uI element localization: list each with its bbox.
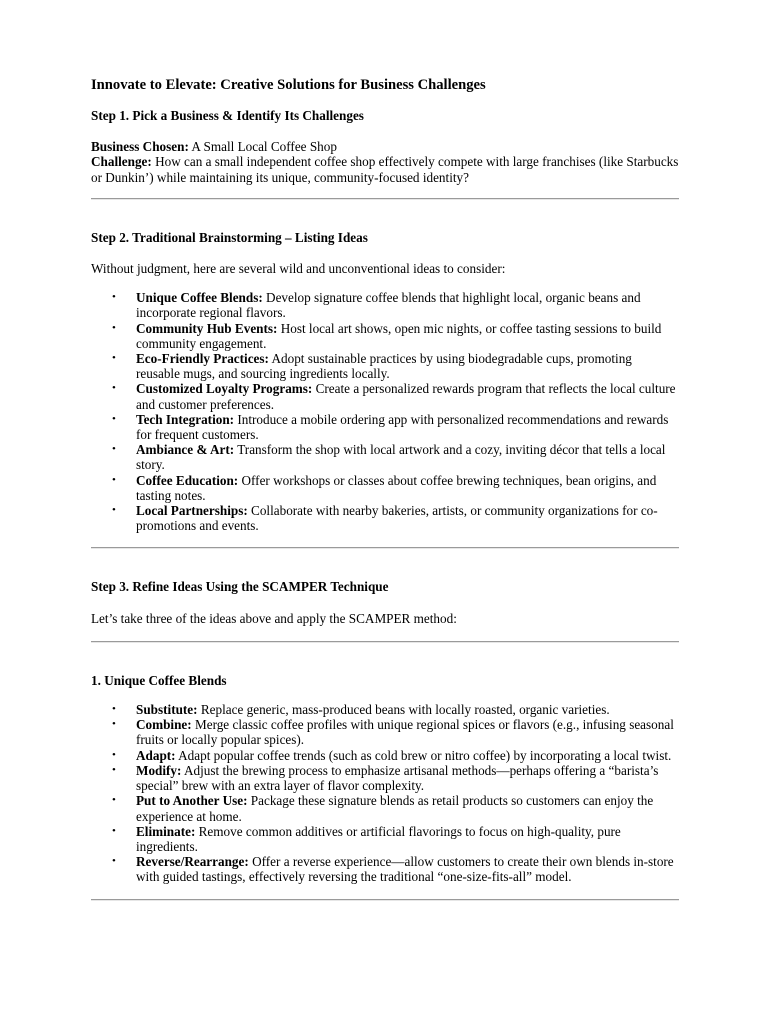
bullet-icon: • — [112, 504, 116, 517]
bullet-icon: • — [112, 291, 116, 304]
list-item-label: Tech Integration: — [136, 411, 235, 427]
list-item-text: Create a personalized rewards program that reflects the local culture and customer preferences. — [136, 381, 676, 412]
bullet-icon: • — [112, 718, 116, 731]
list-item — [91, 702, 679, 717]
step3-intro: Let’s take three of the ideas above and apply the SCAMPER method: — [91, 610, 457, 626]
bullet-icon: • — [112, 703, 116, 716]
list-item-text: Introduce a mobile ordering app with personalized recommendations and rewards for frequent customers. — [136, 411, 669, 443]
list-item-text: Offer workshops or classes about coffee brewing techniques, bean origins, and tasting notes. — [136, 472, 657, 503]
bullet-icon: • — [112, 855, 116, 868]
list-item-label: Unique Coffee Blends: — [136, 290, 263, 306]
business-chosen-value: A Small Local Coffee Shop — [188, 139, 337, 155]
list-item — [91, 717, 679, 747]
list-item — [91, 793, 679, 823]
brainstorm-list — [91, 290, 679, 533]
list-item — [91, 854, 679, 884]
list-item-text: Develop signature coffee blends that highlight local, organic beans and incorporate regional flavors. — [136, 290, 641, 321]
list-item-text: Replace generic, mass-produced beans with locally roasted, organic varieties. — [197, 702, 610, 718]
step2-intro: Without judgment, here are several wild and unconventional ideas to consider: — [91, 261, 506, 277]
bullet-icon: • — [112, 794, 116, 807]
business-info — [91, 139, 679, 185]
list-item — [91, 763, 679, 793]
step1-heading: Step 1. Pick a Business & Identify Its Challenges — [91, 108, 364, 123]
list-item-text: Adapt popular coffee trends (such as cold brew or nitro coffee) by incorporating a local twist. — [175, 747, 672, 763]
list-item-label: Customized Loyalty Programs: — [136, 381, 313, 397]
list-item-text: Collaborate with nearby bakeries, artists, or community organizations for co-promotions and events. — [136, 503, 658, 534]
list-item — [91, 351, 679, 381]
list-item-label: Reverse/Rearrange: — [136, 854, 249, 870]
step2-heading: Step 2. Traditional Brainstorming – Listing Ideas — [91, 229, 368, 245]
list-item — [91, 442, 679, 472]
list-item-label: Eco-Friendly Practices: — [136, 351, 269, 367]
list-item-text: Adopt sustainable practices by using biodegradable cups, promoting reusable mugs, and sourcing ingredients locally. — [136, 351, 632, 382]
list-item — [91, 290, 679, 320]
bullet-icon: • — [112, 321, 116, 334]
list-item-text: Merge classic coffee profiles with unique regional spices or flavors (e.g., infusing seasonal fruits or locally popular spices). — [136, 717, 674, 748]
list-item-text: Adjust the brewing process to emphasize artisanal methods—perhaps offering a “barista’s special” brew with an extra layer of flavor complexity. — [136, 762, 659, 794]
scamper-list — [91, 702, 679, 884]
document-title: Innovate to Elevate: Creative Solutions for Business Challenges — [91, 77, 486, 93]
list-item-label: Modify: — [136, 762, 182, 778]
list-item-label: Community Hub Events: — [136, 320, 278, 336]
bullet-icon: • — [112, 443, 116, 456]
list-item-text: Offer a reverse experience—allow customers to create their own blends in-store with guided tastings, effectively reversing the traditional “one-size-fits-all” model. — [136, 854, 674, 885]
list-item — [91, 321, 679, 351]
section1-heading: 1. Unique Coffee Blends — [91, 672, 227, 688]
list-item-label: Local Partnerships: — [136, 503, 248, 519]
list-item-label: Substitute: — [136, 702, 198, 718]
list-item — [91, 381, 679, 411]
bullet-icon: • — [112, 352, 116, 365]
list-item — [91, 473, 679, 503]
business-chosen-line — [91, 139, 679, 154]
bullet-icon: • — [112, 412, 116, 425]
challenge-label: Challenge: — [91, 154, 152, 170]
list-item-label: Adapt: — [136, 747, 176, 763]
challenge-value: How can a small independent coffee shop effectively compete with large franchises (like Starbucks or Dunkin’) while maintaining its unique, community-focused identity? — [91, 154, 679, 185]
list-item-text: Package these signature blends as retail products so customers can enjoy the experience at home. — [136, 793, 654, 824]
document-page — [91, 76, 679, 901]
bullet-icon: • — [112, 763, 116, 776]
list-item-label: Combine: — [136, 717, 192, 733]
list-item — [91, 748, 679, 763]
list-item — [91, 503, 679, 533]
list-item-label: Coffee Education: — [136, 472, 239, 488]
list-item-text: Transform the shop with local artwork and a cozy, inviting décor that tells a local story. — [136, 442, 666, 473]
list-item — [91, 412, 679, 442]
bullet-icon: • — [112, 824, 116, 837]
list-item-text: Host local art shows, open mic nights, or coffee tasting sessions to build community engagement. — [136, 320, 662, 351]
bullet-icon: • — [112, 473, 116, 486]
list-item-label: Eliminate: — [136, 823, 196, 839]
bullet-icon: • — [112, 382, 116, 395]
challenge-line — [91, 154, 679, 184]
step3-heading: Step 3. Refine Ideas Using the SCAMPER Technique — [91, 579, 389, 595]
bullet-icon: • — [112, 748, 116, 761]
list-item — [91, 824, 679, 854]
list-item-label: Ambiance & Art: — [136, 442, 235, 458]
business-chosen-label: Business Chosen: — [91, 139, 189, 155]
list-item-label: Put to Another Use: — [136, 793, 248, 809]
divider — [91, 899, 679, 901]
list-item-text: Remove common additives or artificial flavorings to focus on high-quality, pure ingredients. — [136, 823, 621, 854]
